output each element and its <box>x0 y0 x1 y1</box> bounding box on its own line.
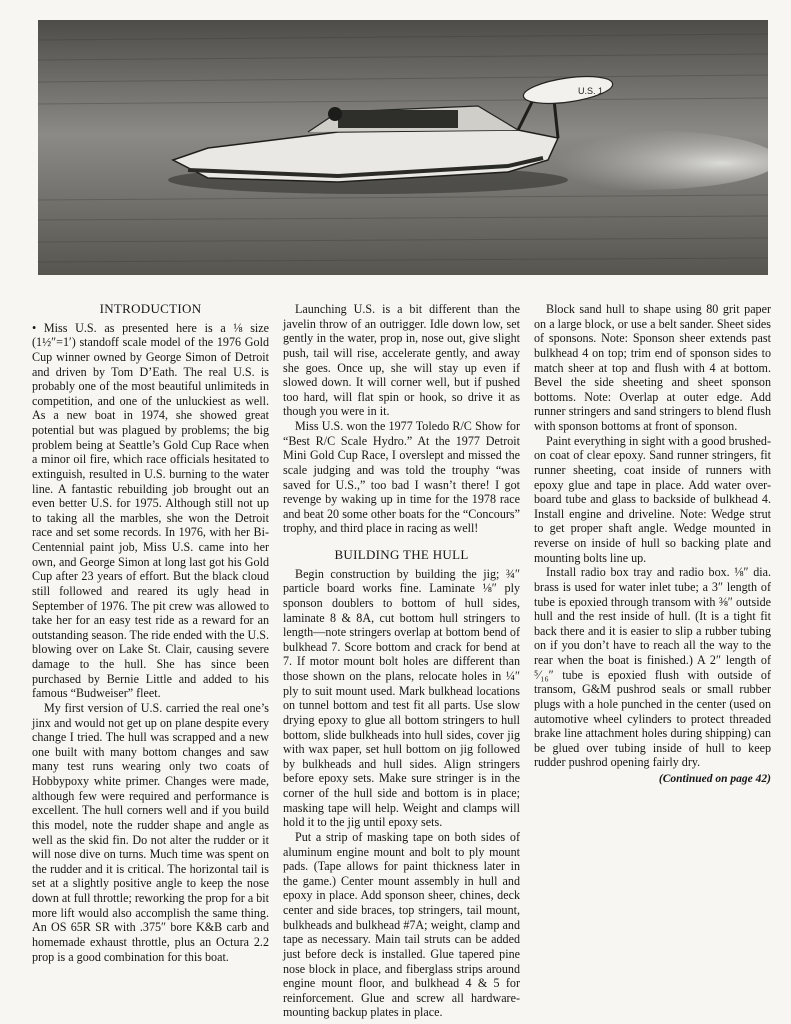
section-heading-introduction: INTRODUCTION <box>99 301 202 316</box>
paragraph: Block sand hull to shape using 80 grit paper on a large block, or use a belt sander. Sheet sides of sponsons. Note: Sponson sheer extends past bulkhead 4 on top; trim end of sponson sides to match sheer at top and flush with 4 at bottom. Bevel the side sheeting and sheet sponson bottoms. Note: Overlap at outer edge. Add runner stringers and sand stringers to blend flush with sponson bottoms at front of sponson. <box>534 302 771 433</box>
paragraph: Paint everything in sight with a good brushed-on coat of clear epoxy. Sand runner stringers, fit runner sheeting, coat inside of runners with epoxy glue and tape in place. Add water over-board tube and glass to backside of bulkhead 4. Install engine and driveline. Note: Wedge strut to get proper shaft angle. Wedge mounted in reverse on inside of hull so backing plate and mounting bolts line up. <box>534 433 771 565</box>
paragraph: My first version of U.S. carried the real one’s jinx and would not get up on plane despite every change I tried. The hull was scrapped and a new one built with many bottom changes and saw many test runs wearing only two coats of Hobbypoxy white primer. Changes were made, although few were required and performance is excellent. The hull corners well and if you build this model, note the rudder shape and angle as well as the skid fin. Do not alter the rudder or it will nose dive on turns. Much time was spent on the rudder and it is critical. The horizontal tail is set at a slightly positive angle to keep the nose down at full throttle; reworking the prop for a bit more lift would also accomplish the same thing. An OS 65R SR with .375″ bore K&B carb and homemade exhaust throttle, plus an Octura 2.2 prop is a good combination for this boat. <box>32 700 269 964</box>
continued-note: (Continued on page 42) <box>658 773 771 785</box>
paragraph: Miss U.S. won the 1977 Toledo R/C Show for “Best R/C Scale Hydro.” At the 1977 Detroit Mini Gold Cup Race, I overslept and missed the scale judging and was told the trouphy “was saved for U.S.,” too bad I wasn’t there! I got revenge by waking up in time for the 1978 race and beat 20 some other boats for the “Concours” trophy, and third place in racing as well! <box>283 419 520 536</box>
paragraph: Launching U.S. is a bit different than the javelin throw of an outrigger. Idle down low, set gently in the water, prop in, nose out, give slight push, tail will rise, accelerate gently, and away she goes. Once up, she will stay up even if slowed down. It will corner well, but if pushed too hard, will flat spin or hook, so drive it as though you were in it. <box>283 302 520 419</box>
paragraph: Install radio box tray and radio box. ⅛″ dia. brass is used for water inlet tube; a 3″ length of tube is epoxied through transom with ⅜″ outside hull and the rest inside of hull. (It is a tight fit back there and it is easier to slip a rubber tubing on if you don’t have to reach all the way to the rear when the boat is finished.) A 2″ length of ⁵⁄₁₆″ tube is epoxied flush with outside of transom, G&M pushrod seals or small rubber plugs with a hole punched in the center (used on automotive wheel cylinders to protect threaded brake line attachment holes during shipping) can be glued over tubing inside of hull to keep rudder pushrod opening fairly dry. <box>534 565 771 770</box>
paragraph: • Miss U.S. as presented here is a ⅛ size (1½″=1′) standoff scale model of the 1976 Gold Cup winner owned by George Simon of Detroit and driven by Tom D’Eath. The real U.S. is probably one of the most beautiful unlimiteds in competition, and one of the unluckiest as well. As a new boat in 1974, she showed great potential but was plagued by problems; the big problem being at Seattle’s Gold Cup Race when a minor oil fire, which race officials hesitated to extinguish, resulted in U.S. burning to the water line. A fantastic rebuilding job brought out an even better U.S. for 1975. Although still not up to taking all the marbles, she won the Detroit race and set some records. In 1976, with her Bi-Centennial paint job, Miss U.S. came into her own, and George Simon at long last got his Gold Cup after 23 years of effort. But the black cloud still followed and reared its ugly head in September of 1976. The pit crew was allowed to take her for an easy test ride as a reward for an outstanding season. The ride ended with the U.S. blowing over on Lake St. Clair, causing severe damage to the hull. She has since been purchased by Bernie Little and added to his famous “Budweiser” fleet. <box>32 320 269 701</box>
boat-photo <box>38 20 768 275</box>
column-3 <box>534 302 771 1018</box>
section-heading-building-the-hull: BUILDING THE HULL <box>334 547 469 562</box>
paragraph: Begin construction by building the jig; ¾″ particle board works fine. Laminate ⅛″ ply sponson doublers to bottom of hull sides, laminate 8 & 8A, cut bottom hull stringers to length—note stringers overlap at bottom bend of bulkhead 7. Score bottom and crack for bend at 7. If motor mount bolt holes are different than those shown on the plans, relocate holes in ¼″ ply to suit mount used. Mark bulkhead locations on tunnel bottom and test fit all parts. Use slow drying epoxy to glue all bottom stringers to hull bottom, slide bulkheads into hull sides, cover jig with wax paper, set hull bottom on jig followed by bulkheads and hull sides. Align stringers before epoxy sets. Make sure stringer is in the corner of the hull side and bottom is in place; masking tape will help. Weight and clamps will hold it to the jig until epoxy sets. <box>283 566 520 830</box>
article-body <box>32 302 772 1018</box>
column-1 <box>32 302 269 1018</box>
boat-hull-lettering: U.S. 1 <box>578 86 604 96</box>
paragraph: Put a strip of masking tape on both sides of aluminum engine mount and bolt to ply mount pads. (Tape allows for paint thickness later in the game.) Center mount assembly in hull and epoxy in place. Add sponson sheer, chines, deck center and side braces, top stringers, tail mount, bulkheads and bulkhead #7A; weight, clamp and tape as necessary. Main tail struts can be added just before deck is installed. Glue tapered pine nose block in place, and fiberglass strips around engine mount floor, and bulkhead 4 & 5 for reinforcement. Glue and screw all hardware-mounting backup plates in place. <box>283 829 520 1020</box>
column-2 <box>283 302 520 1018</box>
